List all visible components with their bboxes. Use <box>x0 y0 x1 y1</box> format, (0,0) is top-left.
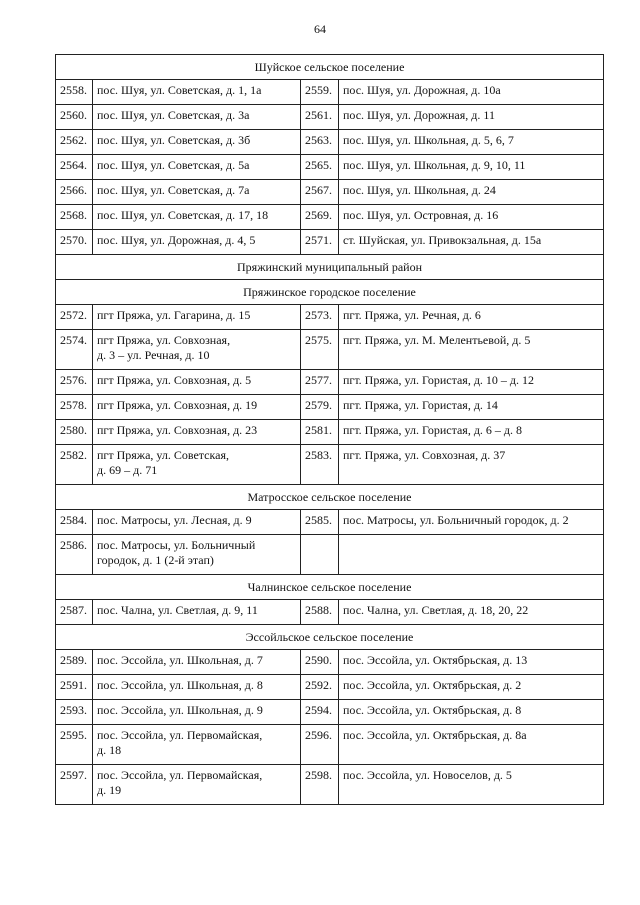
entry-number: 2566. <box>56 180 93 205</box>
entry-number: 2588. <box>301 600 339 625</box>
entry-number: 2570. <box>56 230 93 255</box>
entry-number: 2560. <box>56 105 93 130</box>
entry-address: пос. Эссойла, ул. Школьная, д. 8 <box>93 675 301 700</box>
section-header-row <box>56 625 604 650</box>
entry-number: 2571. <box>301 230 339 255</box>
entry-address: пос. Шуя, ул. Дорожная, д. 10а <box>339 80 604 105</box>
entry-number: 2573. <box>301 305 339 330</box>
entry-number: 2581. <box>301 420 339 445</box>
entry-address: пос. Эссойла, ул. Новоселов, д. 5 <box>339 765 604 805</box>
section-header: Чалнинское сельское поселение <box>56 575 604 600</box>
table-row <box>56 600 604 625</box>
table-row <box>56 180 604 205</box>
entry-address <box>339 535 604 575</box>
entry-number: 2577. <box>301 370 339 395</box>
section-header-row <box>56 280 604 305</box>
table-row <box>56 535 604 575</box>
section-header: Эссойльское сельское поселение <box>56 625 604 650</box>
table-row <box>56 230 604 255</box>
entry-number: 2559. <box>301 80 339 105</box>
table-row <box>56 130 604 155</box>
table-row <box>56 765 604 805</box>
entry-address: пос. Матросы, ул. Лесная, д. 9 <box>93 510 301 535</box>
page-number: 64 <box>314 22 326 36</box>
entry-number: 2592. <box>301 675 339 700</box>
entry-address: пгт Пряжа, ул. Совхозная, д. 19 <box>93 395 301 420</box>
entry-number: 2589. <box>56 650 93 675</box>
entry-number: 2586. <box>56 535 93 575</box>
entry-address: пос. Шуя, ул. Островная, д. 16 <box>339 205 604 230</box>
entry-number: 2569. <box>301 205 339 230</box>
section-header: Пряжинский муниципальный район <box>56 255 604 280</box>
entry-address: пгт. Пряжа, ул. Речная, д. 6 <box>339 305 604 330</box>
table-row <box>56 370 604 395</box>
entry-address: пос. Эссойла, ул. Октябрьская, д. 8а <box>339 725 604 765</box>
entry-address: пос. Матросы, ул. Больничный городок, д. 2 <box>339 510 604 535</box>
entry-address: пос. Эссойла, ул. Октябрьская, д. 8 <box>339 700 604 725</box>
entry-address: пгт. Пряжа, ул. Гористая, д. 6 – д. 8 <box>339 420 604 445</box>
entry-address: пгт. Пряжа, ул. Совхозная, д. 37 <box>339 445 604 485</box>
table-row <box>56 105 604 130</box>
section-header-row <box>56 55 604 80</box>
section-header-row <box>56 575 604 600</box>
entry-address: пос. Матросы, ул. Больничный городок, д. 1 (2-й этап) <box>93 535 301 575</box>
entry-address: пос. Шуя, ул. Советская, д. 7а <box>93 180 301 205</box>
entry-number: 2572. <box>56 305 93 330</box>
entry-number: 2576. <box>56 370 93 395</box>
entry-address: пос. Чална, ул. Светлая, д. 18, 20, 22 <box>339 600 604 625</box>
entry-address: пгт. Пряжа, ул. Гористая, д. 10 – д. 12 <box>339 370 604 395</box>
entry-address: пгт Пряжа, ул. Совхозная, д. 3 – ул. Речная, д. 10 <box>93 330 301 370</box>
entry-address: пос. Шуя, ул. Школьная, д. 5, 6, 7 <box>339 130 604 155</box>
entry-address: пос. Шуя, ул. Советская, д. 17, 18 <box>93 205 301 230</box>
entry-address: пгт Пряжа, ул. Советская, д. 69 – д. 71 <box>93 445 301 485</box>
address-table <box>55 54 604 805</box>
entry-number: 2567. <box>301 180 339 205</box>
entry-number: 2568. <box>56 205 93 230</box>
entry-number: 2575. <box>301 330 339 370</box>
entry-address: пос. Шуя, ул. Дорожная, д. 11 <box>339 105 604 130</box>
entry-number: 2563. <box>301 130 339 155</box>
entry-address: пос. Чална, ул. Светлая, д. 9, 11 <box>93 600 301 625</box>
entry-number: 2580. <box>56 420 93 445</box>
entry-address: пос. Шуя, ул. Школьная, д. 9, 10, 11 <box>339 155 604 180</box>
entry-number: 2564. <box>56 155 93 180</box>
entry-address: пос. Шуя, ул. Советская, д. 3б <box>93 130 301 155</box>
entry-number <box>301 535 339 575</box>
entry-number: 2591. <box>56 675 93 700</box>
entry-address: пос. Эссойла, ул. Первомайская, д. 18 <box>93 725 301 765</box>
table-row <box>56 155 604 180</box>
entry-number: 2596. <box>301 725 339 765</box>
entry-address: пос. Шуя, ул. Дорожная, д. 4, 5 <box>93 230 301 255</box>
entry-address: пос. Шуя, ул. Советская, д. 5а <box>93 155 301 180</box>
entry-address: пос. Эссойла, ул. Школьная, д. 7 <box>93 650 301 675</box>
entry-address: пос. Эссойла, ул. Первомайская, д. 19 <box>93 765 301 805</box>
entry-number: 2590. <box>301 650 339 675</box>
table-row <box>56 675 604 700</box>
entry-number: 2584. <box>56 510 93 535</box>
entry-address: пос. Шуя, ул. Советская, д. 3а <box>93 105 301 130</box>
entry-number: 2593. <box>56 700 93 725</box>
section-header-row <box>56 485 604 510</box>
entry-address: пос. Эссойла, ул. Октябрьская, д. 2 <box>339 675 604 700</box>
entry-number: 2585. <box>301 510 339 535</box>
entry-address: пгт Пряжа, ул. Совхозная, д. 5 <box>93 370 301 395</box>
section-header: Шуйское сельское поселение <box>56 55 604 80</box>
entry-number: 2583. <box>301 445 339 485</box>
table-row <box>56 205 604 230</box>
table-row <box>56 395 604 420</box>
entry-address: пгт Пряжа, ул. Гагарина, д. 15 <box>93 305 301 330</box>
entry-address: пгт. Пряжа, ул. Гористая, д. 14 <box>339 395 604 420</box>
entry-number: 2582. <box>56 445 93 485</box>
entry-address: пос. Эссойла, ул. Школьная, д. 9 <box>93 700 301 725</box>
table-row <box>56 420 604 445</box>
entry-number: 2597. <box>56 765 93 805</box>
entry-number: 2565. <box>301 155 339 180</box>
table-row <box>56 650 604 675</box>
entry-number: 2595. <box>56 725 93 765</box>
entry-number: 2598. <box>301 765 339 805</box>
table-row <box>56 445 604 485</box>
address-table-body <box>56 55 604 805</box>
entry-number: 2578. <box>56 395 93 420</box>
entry-number: 2562. <box>56 130 93 155</box>
entry-address: пос. Шуя, ул. Советская, д. 1, 1а <box>93 80 301 105</box>
section-header-row <box>56 255 604 280</box>
entry-address: пгт. Пряжа, ул. М. Мелентьевой, д. 5 <box>339 330 604 370</box>
table-row <box>56 700 604 725</box>
entry-number: 2574. <box>56 330 93 370</box>
entry-number: 2579. <box>301 395 339 420</box>
entry-address: пос. Эссойла, ул. Октябрьская, д. 13 <box>339 650 604 675</box>
table-row <box>56 725 604 765</box>
entry-number: 2558. <box>56 80 93 105</box>
table-row <box>56 510 604 535</box>
entry-number: 2587. <box>56 600 93 625</box>
entry-address: пгт Пряжа, ул. Совхозная, д. 23 <box>93 420 301 445</box>
entry-number: 2561. <box>301 105 339 130</box>
section-header: Матросское сельское поселение <box>56 485 604 510</box>
entry-number: 2594. <box>301 700 339 725</box>
entry-address: ст. Шуйская, ул. Привокзальная, д. 15а <box>339 230 604 255</box>
table-row <box>56 305 604 330</box>
table-row <box>56 330 604 370</box>
entry-address: пос. Шуя, ул. Школьная, д. 24 <box>339 180 604 205</box>
section-header: Пряжинское городское поселение <box>56 280 604 305</box>
table-row <box>56 80 604 105</box>
